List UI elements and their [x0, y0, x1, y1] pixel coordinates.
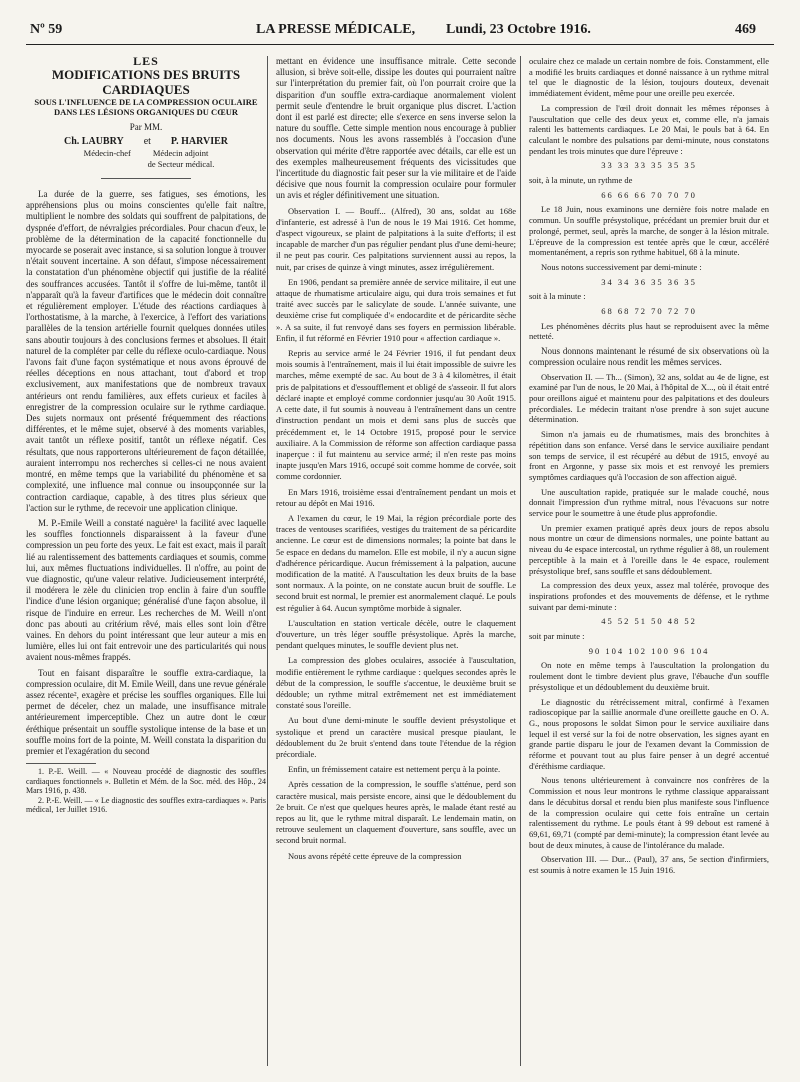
paragraph: Nous donnons maintenant le résumé de six observations où la compression oculaire nous rendit les mêmes services. [529, 346, 769, 367]
article-header [26, 56, 266, 179]
footnote-1: 1. P.-E. Weill. — « Nouveau procédé de diagnostic des souffles cardiaques fonctionnels ». Bulletin et Mém. de la Soc. méd. des Hôp., 24 Mars 1916, p. 438. [26, 767, 266, 796]
journal-name: LA PRESSE MÉDICALE, [256, 22, 416, 37]
author-and: et [143, 136, 151, 148]
observation-paragraph: Le diagnostic du rétrécissement mitral, confirmé à l'examen radioscopique par la saillie anormale d'une oreillette gauche en O. A. G., nous proposons le soldat Simon pour le service auxiliaire dans lequel il est versé sur la foi de notre observation, les signes ayant en grande partie disparu le jour de l'examen devant la Commission de réforme et pouvant tout au plus faire penser à un degré accentué d'éréthisme cardiaque. [529, 696, 769, 771]
observation-paragraph: La compression des globes oculaires, associée à l'auscultation, modifie entièrement le rythme cardiaque : quelques secondes après le début de la compression, le souffle s'accentue, le deuxième bruit se dédouble; un rythme mitral extrêmement net est immédiatement constaté sous l'oreille. [276, 655, 516, 711]
paragraph: oculaire chez ce malade un certain nombre de fois. Constamment, elle a modifié les bruits cardiaques et donné naissance à un rythme mitral tel que le diagnostic de la lésion, toujours douteux, devenait immédiatement évident, même pour une oreille peu exercée. [529, 56, 769, 99]
page-header [26, 18, 774, 45]
paragraph: soit à la minute : [529, 291, 586, 302]
article-title: MODIFICATIONS DES BRUITS CARDIAQUES [51, 67, 241, 98]
observation-paragraph: Observation II. — Th... (Simon), 32 ans, soldat au 4e de ligne, est examiné par l'un de nous, le 20 Mai, à l'hôpital de X..., où il était entré pour oreillons aigué et maintenu pour des palpitations et des douleurs précordiales. Le médecin traitant n'ose prendre à son sujet aucune détermination. [529, 371, 769, 425]
paragraph: La compression de l'œil droit donnait les mêmes réponses à l'auscultation que celle des deux yeux et, comme elle, n'a jamais ralenti les battements cardiaques. Le 20 Mai, le pouls bat à 64. En calculant le nombre des pulsations par demi-minute, nous constatons pendant les trois minutes que dure l'épreuve : [529, 102, 769, 156]
role-laubry: Médecin-chef [83, 147, 131, 158]
pulse-sequence: 68 68 72 70 72 70 [601, 306, 697, 317]
observation-paragraph: Un premier examen pratiqué après deux jours de repos absolu nous montre un cœur de dimensions normales, une pointe battant au niveau du 4e espace intercostal, un rythme régulier à 88, un roulement perceptible à la main et à l'oreille dans le 4e espace, roulement présystolique bref, sans souffle et sans dédoublement. [529, 522, 769, 576]
paragraph: soit par minute : [529, 631, 585, 642]
paragraph: mettant en évidence une insuffisance mitrale. Cette seconde allusion, si brève soit-elle, dissipe les doutes qui pourraient naître sur l'interprétation du premier fait, où l'on pourrait croire que la disparition d'un souffle extra-cardiaque anormalement violent permit seule d'entendre le bruit organique plus discret. L'action dont il est parlé est directe; elle s'exerce en sens inverse selon la nature du souffle. Cette simple mention nous encourage à publier nos documents. Nous les avons rassemblés à l'occasion d'une observation qui mérite d'être rapportée avec détails, car elle est un des exemples malheureusement fréquents des vicissitudes que l'incertitude du diagnostic fait peser sur la vie militaire et de l'aide décisive que nous fournit la compression oculaire pour formuler un avis et régler définitivement une situation. [276, 56, 516, 201]
pulse-sequence: 90 104 102 100 96 104 [588, 645, 710, 656]
paragraph: Nous notons successivement par demi-minute : [541, 261, 702, 272]
observation-paragraph: En 1906, pendant sa première année de service militaire, il eut une attaque de rhumatisme articulaire aigu, qui dura trois semaines et fut traité avec succès par le salicylate de soude. L'année suivante, une deuxième crise fut compliquée d'« endocardite et de péricardite sèche ». A sa suite, il fut renvoyé dans ses foyers en permission libérable. Enfin, il fut réformé en Février 1910 pour « affection cardiaque ». [276, 276, 516, 343]
pulse-sequence: 66 66 66 70 70 70 [601, 189, 697, 200]
column-3 [529, 56, 769, 1070]
footnote-rule [26, 763, 96, 764]
article-subtitle-1: SOUS L'INFLUENCE DE LA COMPRESSION OCULAIRE [34, 97, 258, 108]
paragraph: Les phénomènes décrits plus haut se reproduisent avec la même netteté. [529, 320, 769, 342]
observation-paragraph: Observation I. — Bouff... (Alfred), 30 ans, soldat au 168e d'infanterie, est adressé à l'un de nous le 19 Mai 1916. Cet homme, d'aspect vigoureux, se plaint de palpitations à la suite d'efforts; il est incapable de marcher d'un pas régulier pendant plus d'une demi-heure; il ne peut pas courir. Ces palpitations surviennent aussi au repos, la nuit, par crises de quinze à vingt minutes, assez irrégulièrement. [276, 205, 516, 272]
observation-paragraph: Nous avons répété cette épreuve de la compression [288, 850, 462, 861]
column-divider [520, 56, 521, 1066]
pulse-sequence: 33 33 33 35 35 35 [601, 160, 697, 171]
author-harvier: P. HARVIER [170, 136, 228, 148]
observation-paragraph: Repris au service armé le 24 Février 1916, il fut pendant deux mois soumis à l'entraînement, mais il lui était impossible de suivre les marches, même exempté de sac. Au bout de 3 à 4 kilomètres, il était pris de palpitations et d'essoufflement et obligé de s'asseoir. Il fut alors déclaré inapte et employé comme cordonnier jusqu'au 30 Août 1915. A cette date, il fut soumis à nouveau à l'entraînement dans un centre d'instruction pendant un mois et demi sans plus de succès que précédemment et, le 14 Octobre 1915, proposé pour le service auxiliaire. A la Commission de réforme son affection cardiaque passa inaperçue : il fut maintenu au service armé; il n'en reste pas moins inapte jusqu'en Mars 1916, occupé soit comme homme de corvée, soit comme cordonnier. [276, 348, 516, 482]
observation-paragraph: Simon n'a jamais eu de rhumatismes, mais des bronchites à répétition dans son enfance. Versé dans le service auxiliaire pendant son temps de service, il est récupéré au début de 1915, envoyé au front en Argonne, y passe six mois et est renvoyé les premiers symptômes cardiaques qu'à l'occasion de son affection aiguë. [529, 429, 769, 482]
paragraph: La durée de la guerre, ses fatigues, ses émotions, les appréhensions plus ou moins conscientes qu'elle fait naître, multiplient le nombre des soldats qui souffrent de palpitations, de dyspnée d'effort, de névralgies précordiales. Pour chacun d'eux, le problème de la détermination de la capacité fonctionnelle du myocarde se poserait avec instance, si sa solution longue à trouver n'était souvent incertaine. A son défaut, s'impose nécessairement la constatation d'un phénomène objectif qui justifie de la réalité des souffrances accusées. Tantôt il s'offre de lui-même, tantôt il n'apparaît qu'à la faveur d'artifices que le médecin doit connaître et régulièrement employer. L'étude des réactions cardiaques à l'orthostatisme, à la marche, à l'exercice, à l'effort des variations parallèles de la tension artérielle fournit quelques données utiles sans aboutir toujours à des conclusions fermes et absolues. Il était naturel de la compléter par celle du réflexe oculo-cardiaque. Nous l'avons fait d'une façon systématique et nous avons éprouvé de réelles déceptions en nous attachant, tout d'abord et trop exclusivement, aux manifestations que de nombreux travaux antérieurs ont rendu familières, aux effets curieux et faciles à enregistrer de la compression oculaire sur le rythme cardiaque. Des sujets normaux ont présenté fréquemment des réactions différentes, et le même sujet, observé à des moments variables, avait tantôt un réflexe positif, tantôt un réflexe négatif. Ces résultats, que nous rapporterons ultérieurement de façon détaillée, auraient interrompu nos recherches si celles-ci ne nous avaient montré, en même temps que la variabilité du phénomène et sa complexité, une influence mal connue ou insoupçonnée sur la contraction cardiaque, capable, à des titres plus sérieux que l'action sur le rythme, de recevoir une application clinique. [26, 189, 266, 513]
observation-paragraph: L'auscultation en station verticale décèle, outre le claquement d'ouverture, un très léger souffle présystolique. Après la marche, pendant quelques minutes, le souffle devient plus net. [276, 617, 516, 651]
observation-paragraph: Observation III. — Dur... (Paul), 37 ans, 5e section d'infirmiers, est soumis à notre examen le 15 Juin 1916. [529, 854, 769, 876]
observation-paragraph: A l'examen du cœur, le 19 Mai, la région précordiale porte des traces de ventouses scarifiées, vestiges du traitement de sa péricardite ancienne. Le cœur est de dimensions normales; la pointe bat dans le 5e espace en dedans du mamelon. Elle est mobile, il n'y a aucun signe d'adhérence péricardique. Aucun frémissement à la palpation, aucune modification de la matité. A l'auscultation les deux bruits de la base sont normaux. A la pointe, on ne constate aucun bruit de souffle. Le second bruit est normal, le premier est anormalement claqué. Le pouls est régulier à 64. Aucun symptôme morbide à signaler. [276, 512, 516, 613]
observation-paragraph: Enfin, un frémissement cataire est nettement perçu à la pointe. [288, 764, 501, 775]
paragraph: M. P.-Emile Weill a constaté naguère¹ la facilité avec laquelle les souffles fonctionnels disparaissent à la faveur d'une compression un peu forte des yeux. Le fait est exact, mais il paraît lié au ralentissement des battements cardiaques et soumis, comme lui, aux mêmes fluctuations individuelles. Il n'offre, au point de vue diagnostic, qu'une valeur relative. Judicieusement interprété, il modérera le zèle du clinicien trop enclin à faire d'un souffle l'indice d'une lésion organique; généralisé d'une façon absolue, il risque de l'induire en erreur. Les recherches de M. Weill n'ont donc pas abouti au critérium rêvé, mais elles sont loin d'être vaines. En dehors du point intéressant que leur auteur a mis en lumière, elles lui ont fait entrevoir une des particularités qui nous avaient nous-mêmes frappés. [26, 517, 266, 663]
role-harvier: Médecin adjoint [152, 147, 209, 158]
article-subtitle-2: DANS LES LÉSIONS ORGANIQUES DU CŒUR [54, 107, 238, 118]
issue-number: Nº 59 [30, 22, 63, 37]
observation-paragraph: La compression des deux yeux, assez mal tolérée, provoque des inspirations profondes et des mouvements de défense, et le rythme suivant par demi-minute : [529, 580, 769, 612]
page-number: 469 [735, 22, 756, 37]
pulse-sequence: 34 34 36 35 36 35 [601, 276, 697, 287]
by-line: Par MM. [129, 122, 163, 133]
observation-paragraph: Après cessation de la compression, le souffle s'atténue, perd son caractère musical, mais persiste encore, ainsi que le dédoublement du 2e bruit. Ce n'est que quelques heures après, le malade étant resté au repos au lit, que le rythme mitral disparaît. Le lendemain matin, on retrouve seulement un claquement d'ouverture, sans souffle, avec un second bruit normal. [276, 779, 516, 846]
title-les: LES [133, 56, 159, 68]
paragraph: Tout en faisant disparaître le souffle extra-cardiaque, la compression oculaire, dit M. Emile Weill, dans une revue générale assez récente², exagère et précise les souffles organiques. Elle lui permet de déceler, chez un malade, une insuffisance mitrale antérieurement imperceptible. Chez un autre dont le cœur éréthique présentait un souffle systolique intense de la base et un souffle moins fort de la pointe, M. Weill constata la disparition du premier et l'exagération du second [26, 667, 266, 756]
issue-date: Lundi, 23 Octobre 1916. [446, 22, 591, 37]
column-divider [267, 56, 268, 1066]
paragraph: Le 18 Juin, nous examinons une dernière fois notre malade en commun. Un souffle présystolique, précédant un premier bruit dur et prolongé, permet, seul, après la marche, de songer à la lésion mitrale. L'épreuve de la compression est tentée après que le cœur, accéléré momentanément, a repris son rythme habituel, 68 à la minute. [529, 204, 769, 258]
observation-paragraph: On note en même temps à l'auscultation la prolongation du roulement dont le timbre devient plus grave, l'ébauche d'un souffle présystolique et un dédoublement du deuxième bruit. [529, 660, 769, 692]
observation-paragraph: En Mars 1916, troisième essai d'entraînement pendant un mois et retour au dépôt en Mai 1916. [276, 486, 516, 508]
column-2 [276, 56, 516, 1070]
pulse-sequence: 45 52 51 50 48 52 [601, 616, 697, 627]
title-separator [101, 178, 191, 179]
observation-paragraph: Nous tenons ultérieurement à convaincre nos confrères de la Commission et nous leur montrons le rythme classique apparaissant dans le décubitus dorsal et rendu bien plus manifeste sous l'influence de la compression oculaire qui cette fois entraîne un certain ralentissement du rythme. Le pouls étant à 99 debout est ramené à 69,61, 69,71 (compté par demi-minute); la compression étant levée au bout de deux minutes, à cause de l'intolérance du malade. [529, 775, 769, 850]
observation-paragraph: Au bout d'une demi-minute le souffle devient présystolique et systolique et prend un caractère musical presque piaulant, le dédoublement du 2e bruit s'entend dans toute l'étendue de la région précordiale. [276, 715, 516, 759]
footnote-2: 2. P.-E. Weill. — « Le diagnostic des souffles extra-cardiaques ». Paris médical, 1er Juillet 1916. [26, 795, 266, 815]
role-harvier-2: de Secteur médical. [147, 158, 215, 169]
author-laubry: Ch. LAUBRY [64, 136, 124, 148]
column-1 [26, 56, 266, 1070]
author-roles [26, 148, 266, 159]
observation-paragraph: Une auscultation rapide, pratiquée sur le malade couché, nous donnait l'impression d'un rythme mitral, nous l'évacuons sur notre service pour le soumettre à une étude plus approfondie. [529, 486, 769, 519]
authors [26, 136, 266, 147]
paragraph: soit, à la minute, un rythme de [529, 175, 633, 186]
